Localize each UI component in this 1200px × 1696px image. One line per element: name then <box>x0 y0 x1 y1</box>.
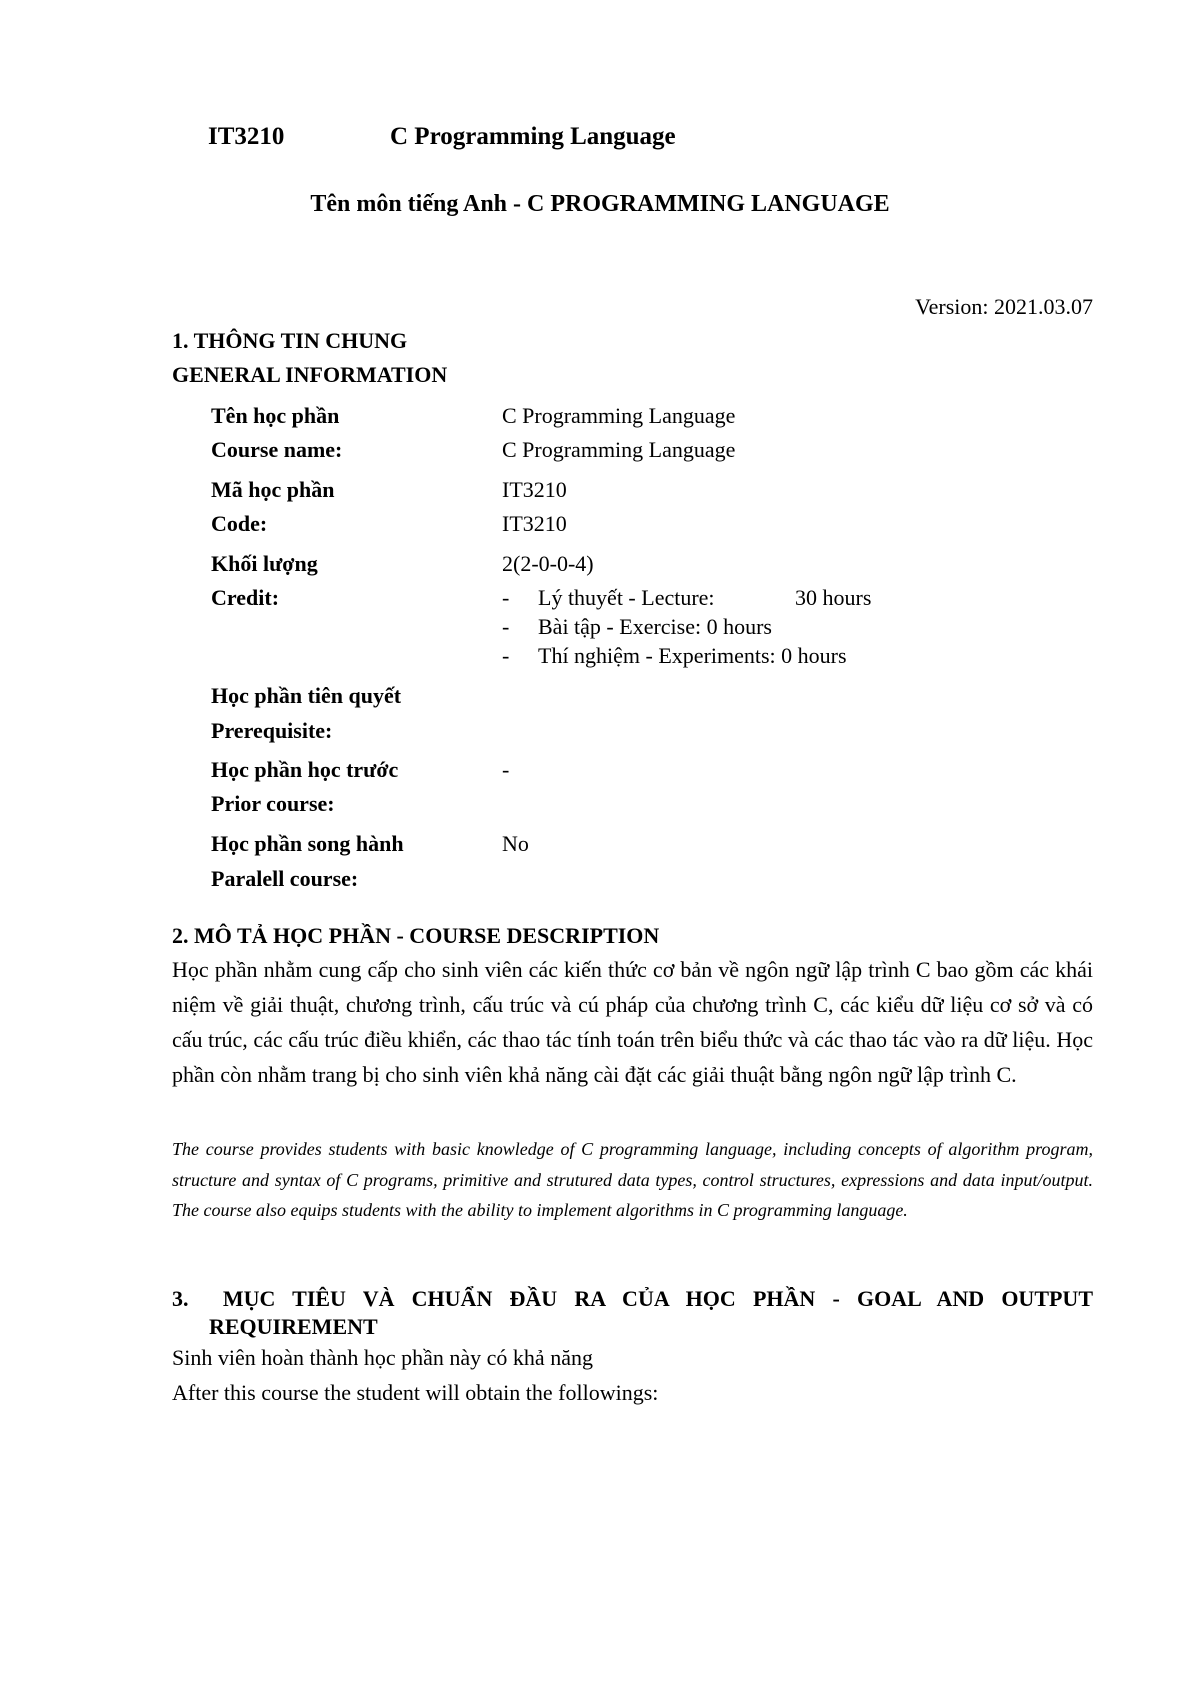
course-description-vi: Học phần nhằm cung cấp cho sinh viên các kiến thức cơ bản về ngôn ngữ lập trình C bao gồm các khái niệm về giải thuật, chương trình, cấu trúc và cú pháp của chương trình C, các kiểu dữ liệu cơ sở và có cấu trúc, các cấu trúc điều khiển, các thao tác tính toán trên biểu thức và các thao tác vào ra dữ liệu. Học phần còn nhằm trang bị cho sinh viên khả năng cài đặt các giải thuật bằng ngôn ngữ lập trình C. <box>172 957 1093 1087</box>
credit-lecture-hours: 30 hours <box>795 585 872 610</box>
credit-item-dash: - <box>502 643 510 668</box>
section-3-heading: 3. MỤC TIÊU VÀ CHUẨN ĐẦU RA CỦA HỌC PHẦN - GOAL AND OUTPUT REQUIREMENT <box>172 1286 1093 1339</box>
version-label: Version: 2021.03.07 <box>915 294 1093 319</box>
course-name-value-vi: C Programming Language <box>502 403 736 428</box>
credit-label-en: Credit: <box>211 585 280 610</box>
course-description-en: The course provides students with basic knowledge of C programming language, including concepts of algorithm program, structure and syntax of C programs, primitive and strutured data types, control structures, expressions and data input/output. The course also equips students with the ability to implement algorithms in C programming language. <box>172 1139 1093 1220</box>
credit-label-vi: Khối lượng <box>211 551 318 576</box>
parallel-course-label-vi: Học phần song hành <box>211 831 404 856</box>
prereq-label-vi: Học phần tiên quyết <box>211 683 402 708</box>
credit-item-dash: - <box>502 585 510 610</box>
code-value-en: IT3210 <box>502 511 567 536</box>
credit-item-dash: - <box>502 614 510 639</box>
course-name-value-en: C Programming Language <box>502 437 736 462</box>
goal-intro-vi: Sinh viên hoàn thành học phần này có khả năng <box>172 1345 593 1370</box>
parallel-course-value: No <box>502 831 529 856</box>
section-2-heading: 2. MÔ TẢ HỌC PHẦN - COURSE DESCRIPTION <box>172 923 660 948</box>
course-name-label-vi: Tên học phần <box>211 403 340 428</box>
credit-experiments: Thí nghiệm - Experiments: 0 hours <box>538 643 847 668</box>
credit-value-vi: 2(2-0-0-4) <box>502 551 594 576</box>
course-title-header: C Programming Language <box>390 123 676 150</box>
course-code-header: IT3210 <box>208 123 285 150</box>
course-name-label-en: Course name: <box>211 437 343 462</box>
credit-exercise: Bài tập - Exercise: 0 hours <box>538 614 772 639</box>
code-label-en: Code: <box>211 511 268 536</box>
english-subtitle: Tên môn tiếng Anh - C PROGRAMMING LANGUAGE <box>310 191 890 217</box>
goal-intro-en: After this course the student will obtain the followings: <box>172 1380 659 1405</box>
section-1-heading: 1. THÔNG TIN CHUNG <box>172 328 408 353</box>
code-label-vi: Mã học phần <box>211 477 335 502</box>
prior-course-label-vi: Học phần học trước <box>211 757 399 782</box>
parallel-course-label-en: Paralell course: <box>211 866 359 891</box>
code-value-vi: IT3210 <box>502 477 567 502</box>
credit-lecture: Lý thuyết - Lecture: <box>538 585 715 610</box>
section-1-heading-en: GENERAL INFORMATION <box>172 362 448 387</box>
prior-course-label-en: Prior course: <box>211 791 335 816</box>
prereq-label-en: Prerequisite: <box>211 718 333 743</box>
prior-course-value: - <box>502 757 510 782</box>
